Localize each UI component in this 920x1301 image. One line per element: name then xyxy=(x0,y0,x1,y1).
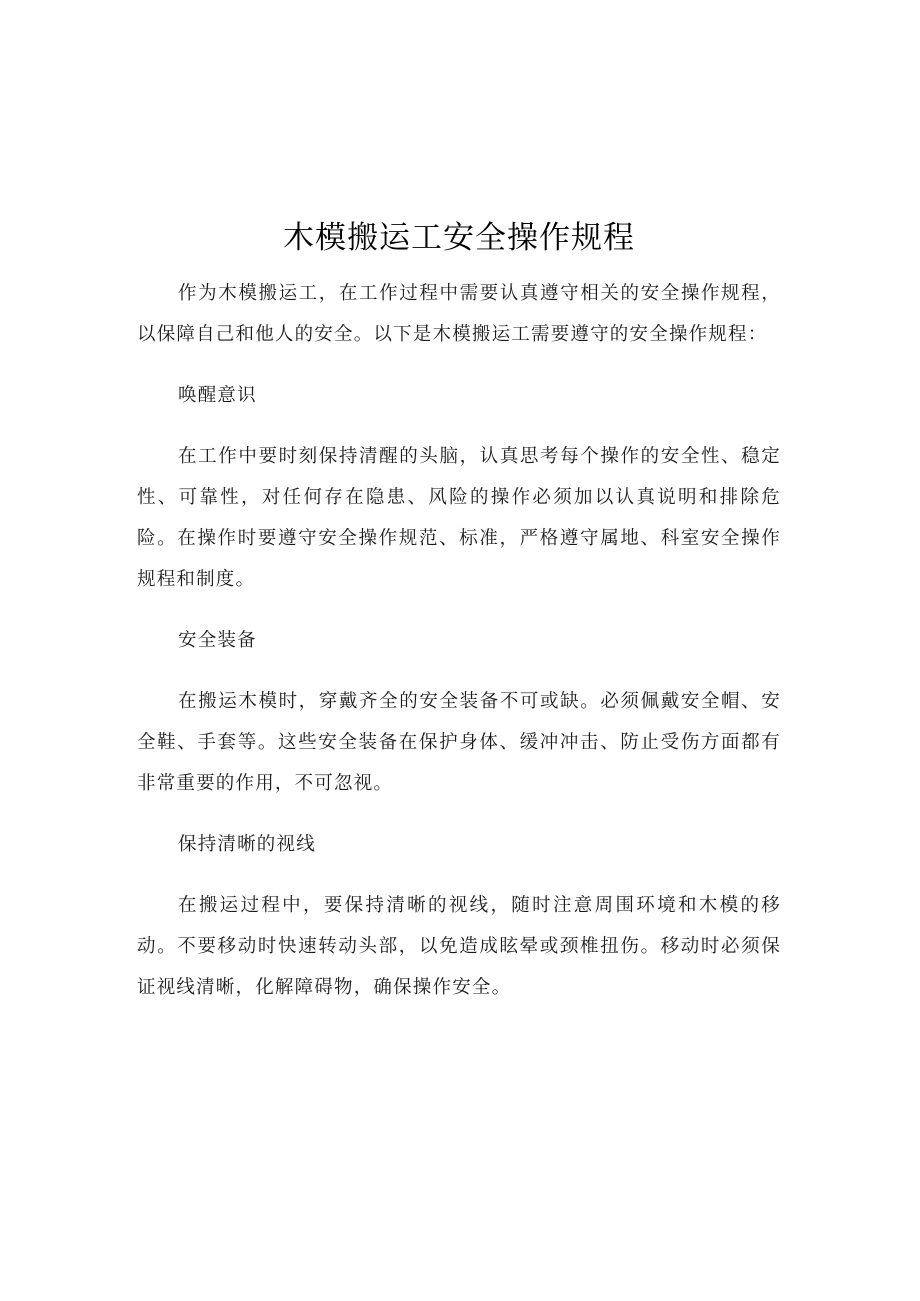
intro-paragraph: 作为木模搬运工，在工作过程中需要认真遵守相关的安全操作规程，以保障自己和他人的安全。以下是木模搬运工需要遵守的安全操作规程： xyxy=(137,283,781,345)
section-body-safety-equipment: 在搬运木模时，穿戴齐全的安全装备不可或缺。必须佩戴安全帽、安全鞋、手套等。这些安全装备在保护身体、缓冲冲击、防止受伤方面都有非常重要的作用，不可忽视。 xyxy=(137,691,781,794)
spacer xyxy=(137,661,781,681)
spacer xyxy=(137,865,781,885)
document-title: 木模搬运工安全操作规程 xyxy=(283,220,635,256)
section-body-clear-vision: 在搬运过程中，要保持清晰的视线，随时注意周围环境和木模的移动。不要移动时快速转动头部，以免造成眩晕或颈椎扭伤。移动时必须保证视线清晰，化解障碍物，确保操作安全。 xyxy=(137,895,781,998)
spacer xyxy=(137,600,781,620)
section-heading-clear-vision: 保持清晰的视线 xyxy=(178,834,316,855)
section-heading-awareness: 唤醒意识 xyxy=(178,385,257,406)
spacer xyxy=(137,804,781,824)
spacer xyxy=(137,355,781,375)
section-heading-safety-equipment: 安全装备 xyxy=(178,630,257,651)
spacer xyxy=(137,416,781,436)
section-body-awareness: 在工作中要时刻保持清醒的头脑，认真思考每个操作的安全性、稳定性、可靠性，对任何存在隐患、风险的操作必须加以认真说明和排除危险。在操作时要遵守安全操作规范、标准，严格遵守属地、科室安全操作规程和制度。 xyxy=(137,446,781,590)
document-body xyxy=(137,215,781,1008)
